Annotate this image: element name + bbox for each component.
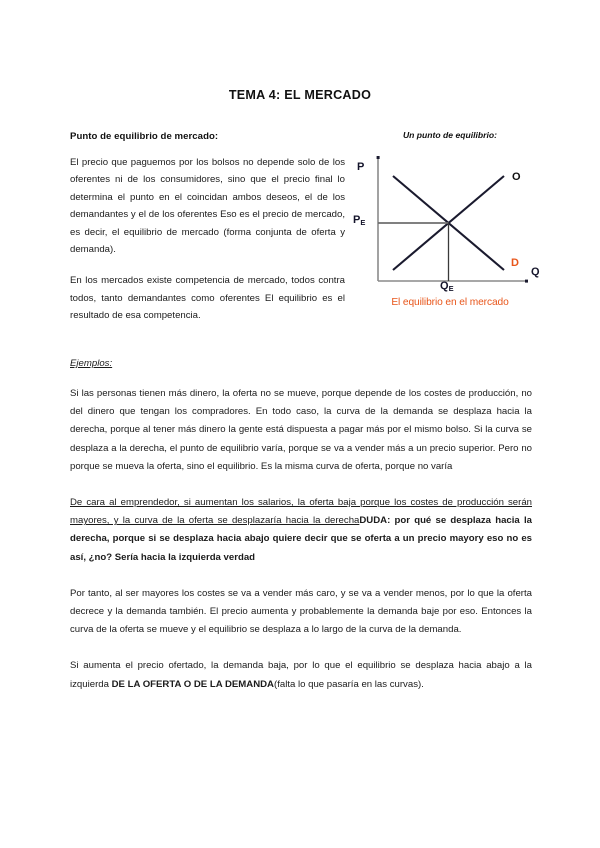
examples-paragraph-4-part2: (falta lo que pasaría en las curvas). (274, 678, 424, 690)
equilibrium-quantity-subscript: E (448, 284, 454, 293)
equilibrium-quantity-letter: Q (440, 280, 449, 292)
section-paragraph-1: El precio que paguemos por los bolsos no depende solo de los oferentes ni de los consumidores, sino que el precio final lo determina el punto en el coincidan ambos deseos, el de los demandantes y el de los oferentes Eso es el precio de mercado, es decir, el equilibrio de mercado (forma conjunta de oferta y demanda). (70, 157, 345, 256)
section-heading: Punto de equilibrio de mercado: (70, 131, 219, 142)
section-paragraph-2: En los mercados existe competencia de mercado, todos contra todos, tanto demandantes como oferentes El equilibrio es el resultado de esa competencia. (70, 275, 345, 322)
equilibrium-figure (352, 130, 548, 320)
examples-label: Ejemplos: (70, 358, 113, 369)
examples-paragraph-4-part1: Si aumenta el precio ofertado, la demanda baja, por lo que el equilibrio se desplaza hacia abajo a la izquierda (70, 660, 532, 690)
y-axis-label: P (357, 161, 365, 173)
examples-paragraph-2-underlined: De cara al emprendedor, si aumentan los salarios, la oferta baja porque los costes de producción serán mayores, y la curva de la oferta se desplazaría hacia la derecha (70, 497, 532, 527)
examples-section (70, 358, 532, 694)
demand-curve-label: D (511, 257, 519, 269)
equilibrium-quantity-label (440, 280, 454, 293)
examples-paragraph-3: Por tanto, al ser mayores los costes se va a vender más caro, y se va a vender menos, por lo que la oferta decrece y la demanda también. El precio aumenta y probablemente la demanda baje por eso. Entonces la curva de la oferta se mueve y el equilibrio se desplaza a lo largo de la curva de la demanda. (70, 587, 532, 636)
equilibrium-price-label (353, 214, 365, 227)
examples-paragraph-4 (70, 657, 532, 693)
supply-curve-label: O (512, 171, 521, 183)
intro-text-column (70, 131, 345, 325)
examples-paragraph-2 (70, 494, 532, 567)
figure-caption: El equilibrio en el mercado (391, 297, 509, 308)
x-axis-arrow-icon (525, 280, 528, 283)
page-title: TEMA 4: EL MERCADO (228, 88, 372, 102)
examples-paragraph-4-bold: DE LA OFERTA O DE LA DEMANDA (111, 678, 274, 690)
figure-title: Un punto de equilibrio: (402, 130, 498, 140)
equilibrium-price-letter: P (353, 214, 361, 226)
x-axis-label: Q (531, 266, 540, 278)
examples-paragraph-2-bold: DUDA: por qué se desplaza hacia la derecha, porque si se desplaza hacia abajo quiere decir que se oferta a un precio mayory eso no es así, ¿no? Sería hacia la izquierda verdad (70, 515, 532, 563)
y-axis-arrow-icon (377, 156, 380, 159)
examples-paragraph-1: Si las personas tienen más dinero, la oferta no se mueve, porque depende de los costes de producción, no del dinero que tengan los compradores. En todo caso, la curva de la demanda se desplaza hacia la derecha, porque al tener más dinero la gente está dispuesta a pagar más por el mismo bolso. Si la curva se desplaza a la derecha, el punto de equilibrio varía, porque se va a vender más a un precio superior. Pero no porque se mueva la oferta, sino el equilibrio. Es la misma curva de oferta, porque no varía (70, 388, 532, 472)
equilibrium-price-subscript: E (360, 218, 366, 227)
